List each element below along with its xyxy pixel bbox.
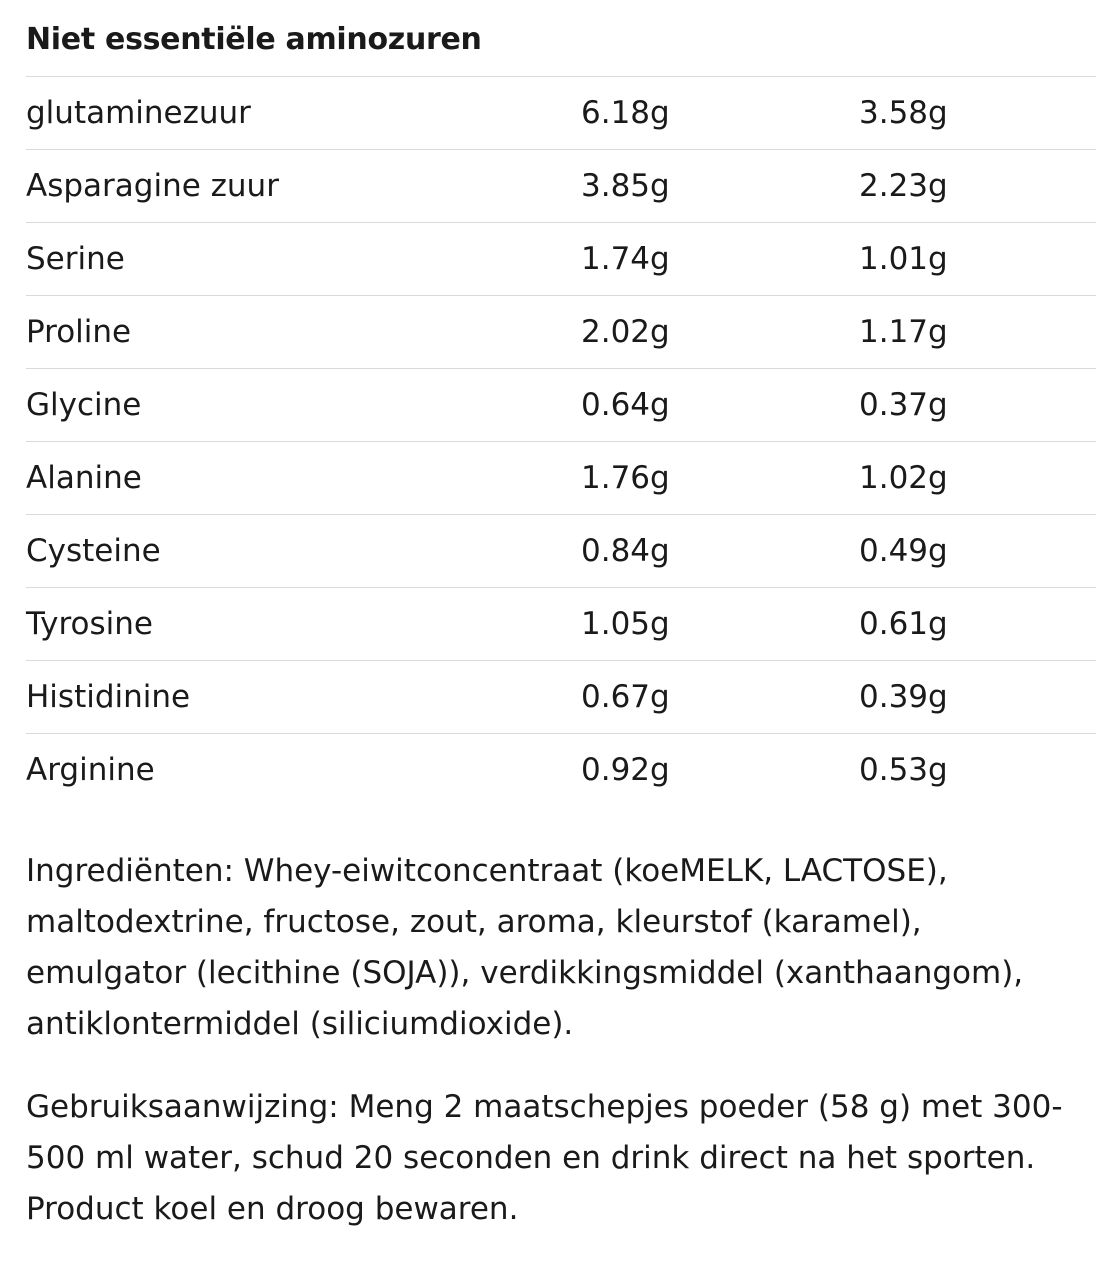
amino-value-1: 6.18g bbox=[581, 77, 859, 150]
amino-name: Asparagine zuur bbox=[26, 150, 581, 223]
amino-name: Glycine bbox=[26, 369, 581, 442]
amino-value-1: 1.05g bbox=[581, 588, 859, 661]
amino-name: Alanine bbox=[26, 442, 581, 515]
table-row bbox=[26, 442, 1096, 515]
amino-value-2: 0.37g bbox=[859, 369, 1096, 442]
amino-name: Proline bbox=[26, 296, 581, 369]
amino-value-1: 1.76g bbox=[581, 442, 859, 515]
ingredients-paragraph: Ingrediënten: Whey-eiwitconcentraat (koeMELK, LACTOSE), maltodextrine, fructose, zout, aroma, kleurstof (karamel), emulgator (lecithine (SOJA)), verdikkingsmiddel (xanthaangom), antiklontermiddel (siliciumdioxide). bbox=[26, 853, 1024, 1042]
amino-value-1: 2.02g bbox=[581, 296, 859, 369]
amino-name: Arginine bbox=[26, 734, 581, 807]
amino-value-2: 0.61g bbox=[859, 588, 1096, 661]
amino-name: Serine bbox=[26, 223, 581, 296]
amino-name: Histidinine bbox=[26, 661, 581, 734]
usage-instructions-paragraph: Gebruiksaanwijzing: Meng 2 maatschepjes poeder (58 g) met 300-500 ml water, schud 20 seconden en drink direct na het sporten. Product koel en droog bewaren. bbox=[26, 1089, 1063, 1227]
amino-value-1: 0.84g bbox=[581, 515, 859, 588]
table-row bbox=[26, 661, 1096, 734]
amino-value-1: 0.67g bbox=[581, 661, 859, 734]
amino-value-2: 0.53g bbox=[859, 734, 1096, 807]
amino-value-1: 0.92g bbox=[581, 734, 859, 807]
amino-value-2: 0.39g bbox=[859, 661, 1096, 734]
amino-value-1: 0.64g bbox=[581, 369, 859, 442]
table-row bbox=[26, 734, 1096, 807]
amino-value-2: 1.01g bbox=[859, 223, 1096, 296]
amino-name: Cysteine bbox=[26, 515, 581, 588]
amino-value-2: 3.58g bbox=[859, 77, 1096, 150]
section-title: Niet essentiële aminozuren bbox=[26, 22, 482, 57]
amino-value-2: 2.23g bbox=[859, 150, 1096, 223]
amino-acid-table bbox=[26, 76, 1096, 806]
amino-value-1: 1.74g bbox=[581, 223, 859, 296]
table-row bbox=[26, 223, 1096, 296]
amino-name: glutaminezuur bbox=[26, 77, 581, 150]
amino-value-1: 3.85g bbox=[581, 150, 859, 223]
amino-value-2: 0.49g bbox=[859, 515, 1096, 588]
table-row bbox=[26, 369, 1096, 442]
table-row bbox=[26, 77, 1096, 150]
table-row bbox=[26, 296, 1096, 369]
amino-value-2: 1.17g bbox=[859, 296, 1096, 369]
table-row bbox=[26, 588, 1096, 661]
amino-name: Tyrosine bbox=[26, 588, 581, 661]
table-row bbox=[26, 150, 1096, 223]
amino-value-2: 1.02g bbox=[859, 442, 1096, 515]
table-row bbox=[26, 515, 1096, 588]
